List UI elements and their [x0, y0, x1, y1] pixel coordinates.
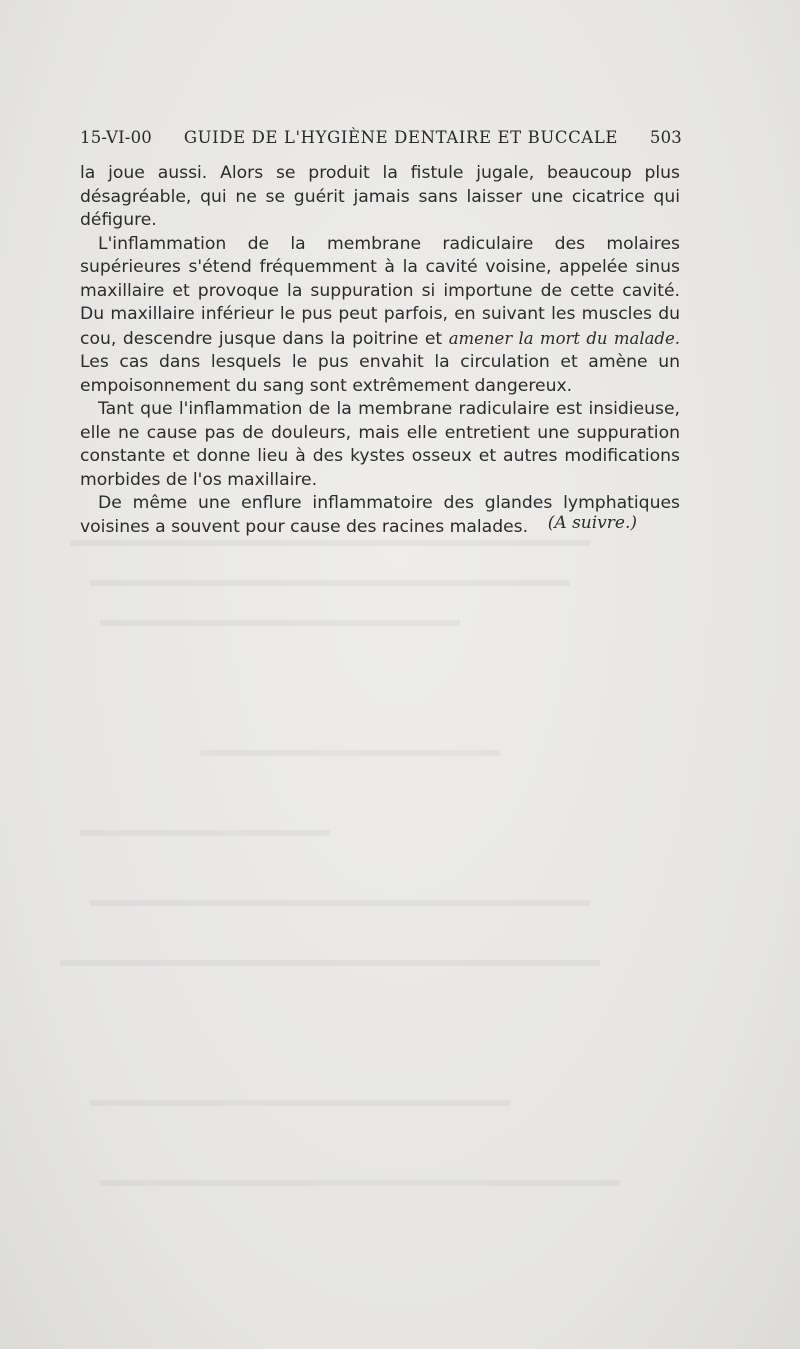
running-head [80, 128, 682, 147]
continuation-note: (A suivre.) [547, 513, 637, 533]
paragraph-2-text-b: Les cas dans lesquels le pus envahit la circulation et amène un empoisonnement du sang sont extrêmement dangereux. [80, 352, 680, 396]
page-number: 503 [649, 128, 682, 147]
show-through-texture [0, 500, 800, 1220]
paragraph-4-text: De même une enflure inflammatoire des glandes lymphatiques voisines a souvent pour cause des racines malades. [80, 493, 680, 537]
paragraph-1 [80, 162, 680, 233]
paragraph-3 [80, 398, 680, 492]
journal-title: GUIDE DE L'HYGIÈNE DENTAIRE ET BUCCALE [183, 128, 619, 147]
paragraph-2 [80, 233, 680, 399]
paragraph-2-text-a: L'inflammation de la membrane radiculaire des molaires supérieures s'étend fréquemment à la cavité voisine, appelée sinus maxillaire et provoque la suppuration si importune de cette cavité. Du maxillaire inférieur le pus peut parfois, en suivant les muscles du cou, descendre jusque dans la poitrine et [80, 233, 680, 349]
paragraph-3-text: Tant que l'inflammation de la membrane radiculaire est insidieuse, elle ne cause pas de douleurs, mais elle entretient une suppuration constante et donne lieu à des kystes osseux et autres modifications morbides de l'os maxillaire. [80, 399, 680, 490]
body-text [80, 162, 680, 539]
paragraph-2-italic: amener la mort du malade. [448, 328, 681, 348]
issue-date: 15-VI-00 [80, 128, 152, 147]
paragraph-1-text: la joue aussi. Alors se produit la fistule jugale, beaucoup plus désagréable, qui ne se guérit jamais sans laisser une cicatrice qui défigure. [80, 163, 680, 230]
